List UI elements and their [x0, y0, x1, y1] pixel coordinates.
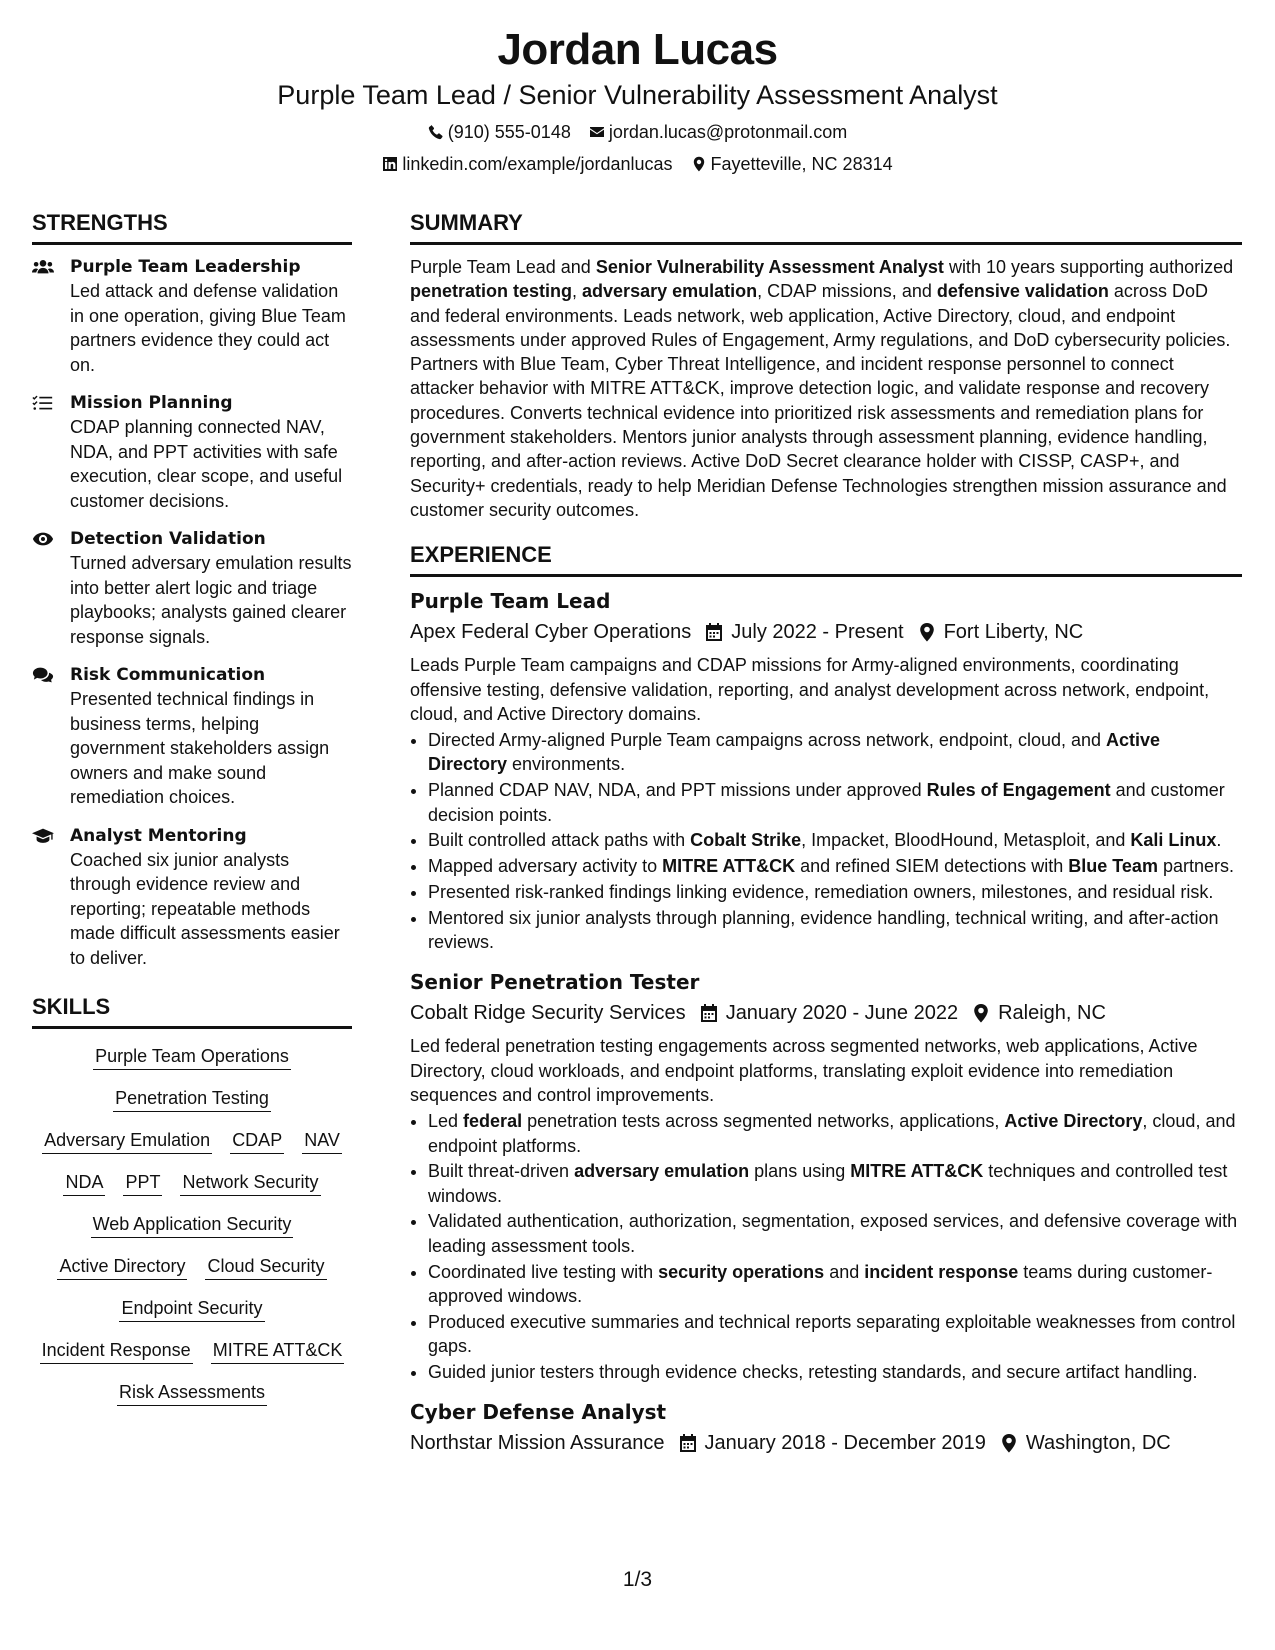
text-run: partners.: [1157, 856, 1234, 877]
bullet-item: [428, 1260, 1242, 1309]
map-pin-icon: [972, 1003, 990, 1023]
skill-tag: Incident Response: [40, 1337, 193, 1364]
skill-tag: PPT: [123, 1169, 162, 1196]
strength-desc: Turned adversary emulation results into better alert logic and triage playbooks; analysts gained clearer response signals.: [70, 553, 352, 647]
emphasis-text: Active Directory: [1004, 1111, 1143, 1132]
bullet-item: [428, 1360, 1242, 1384]
contact-location: [691, 152, 893, 176]
calendar-icon: [700, 1003, 718, 1023]
company-name: Northstar Mission Assurance: [410, 1431, 665, 1454]
experience-heading: EXPERIENCE: [410, 540, 1242, 577]
text-run: Coordinated live testing with: [428, 1261, 659, 1282]
contact-row-1: [0, 120, 1275, 144]
job-title: Purple Team Lead: [410, 589, 611, 614]
text-run: and customer decision points.: [428, 780, 1225, 825]
eye-icon: [32, 530, 54, 548]
linkedin-text[interactable]: linkedin.com/example/jordanlucas: [402, 154, 673, 174]
map-pin-icon: [691, 156, 707, 172]
strengths-heading: STRENGTHS: [32, 208, 352, 245]
company-name: Cobalt Ridge Security Services: [410, 1002, 686, 1025]
emphasis-text: Cobalt Strike: [690, 830, 802, 851]
text-run: Built controlled attack paths with: [428, 830, 691, 851]
bullet-item: [428, 880, 1242, 904]
text-run: Produced executive summaries and technical reports separating exploitable weaknesses from control gaps.: [428, 1311, 1236, 1356]
job-description: Leads Purple Team campaigns and CDAP missions for Army-aligned environments, coordinating offensive testing, defensive validation, reporting, and analyst development across network, endpoint, cloud, and Active Directory domains.: [410, 655, 1210, 724]
contact-linkedin[interactable]: [382, 152, 672, 176]
text-run: Mapped adversary activity to: [428, 856, 663, 877]
job-location: [1000, 1428, 1171, 1458]
skill-tag: NDA: [63, 1169, 105, 1196]
candidate-title: Purple Team Lead / Senior Vulnerability Assessment Analyst: [277, 80, 998, 110]
right-column: [410, 208, 1242, 1472]
skill-row: [32, 1295, 352, 1322]
strength-item: [32, 663, 352, 810]
resume-header: [0, 22, 1275, 176]
checklist-icon: [32, 394, 54, 412]
strength-title: Analyst Mentoring: [70, 825, 247, 846]
calendar-icon: [679, 1433, 697, 1453]
skill-row: [32, 1169, 352, 1196]
text-run: Presented risk-ranked findings linking evidence, remediation owners, milestones, and residual risk.: [428, 881, 1214, 902]
skill-tag: Adversary Emulation: [42, 1127, 212, 1154]
text-run: Guided junior testers through evidence checks, retesting standards, and secure artifact handling.: [428, 1361, 1198, 1382]
job-entry: [410, 1398, 1242, 1458]
emphasis-text: MITRE ATT&CK: [662, 856, 796, 877]
job-bullets: [410, 1109, 1242, 1384]
emphasis-text: Active Directory: [428, 730, 1161, 775]
text-run: , cloud, and endpoint platforms.: [428, 1111, 1236, 1156]
location-text: Fort Liberty, NC: [943, 621, 1084, 644]
job-dates: [679, 1428, 986, 1458]
phone-text: (910) 555-0148: [447, 122, 571, 142]
bullet-item: [428, 828, 1242, 852]
phone-icon: [428, 124, 444, 140]
skill-row: [32, 1127, 352, 1154]
emphasis-text: adversary emulation: [582, 281, 758, 302]
skill-tag: Penetration Testing: [113, 1085, 271, 1112]
job-meta: [410, 617, 1242, 647]
location-text: Washington, DC: [1025, 1431, 1171, 1454]
envelope-icon: [589, 124, 605, 140]
skill-tag: NAV: [302, 1127, 342, 1154]
skill-tag: Endpoint Security: [119, 1295, 264, 1322]
job-dates: [705, 617, 903, 647]
strength-desc: Led attack and defense validation in one operation, giving Blue Team partners evidence they could act on.: [70, 281, 346, 375]
job-title: Senior Penetration Tester: [410, 970, 700, 995]
job-entry: [410, 968, 1242, 1384]
skill-tag: Risk Assessments: [117, 1379, 267, 1406]
emphasis-text: penetration testing: [410, 281, 573, 302]
candidate-name: Jordan Lucas: [497, 25, 778, 74]
skill-row: [32, 1085, 352, 1112]
map-pin-icon: [918, 622, 936, 642]
emphasis-text: federal: [463, 1111, 523, 1132]
job-dates: [700, 998, 958, 1028]
skill-row: [32, 1337, 352, 1364]
text-run: Validated authentication, authorization, segmentation, exposed services, and defensive coverage with leading assessment tools.: [428, 1211, 1238, 1256]
text-run: and: [824, 1261, 865, 1282]
strength-desc: CDAP planning connected NAV, NDA, and PPT activities with safe execution, clear scope, and useful customer decisions.: [70, 417, 343, 511]
experience-list: [410, 587, 1242, 1458]
strength-title: Purple Team Leadership: [70, 257, 301, 277]
text-run: penetration tests across segmented networks, applications,: [522, 1111, 1005, 1132]
dates-text: January 2018 - December 2019: [704, 1431, 986, 1454]
skill-tag: MITRE ATT&CK: [211, 1337, 345, 1364]
strength-title: Mission Planning: [70, 393, 233, 413]
map-pin-icon: [1000, 1433, 1018, 1453]
emphasis-text: Rules of Engagement: [926, 780, 1111, 801]
text-run: with 10 years supporting authorized: [943, 257, 1234, 277]
strength-item: [32, 824, 352, 971]
dates-text: January 2020 - June 2022: [725, 1002, 959, 1025]
emphasis-text: defensive validation: [936, 281, 1109, 302]
contact-email[interactable]: [589, 120, 847, 144]
strength-desc: Presented technical findings in business terms, helping government stakeholders assign owners and make sound remediation choices.: [70, 689, 330, 807]
text-run: environments.: [507, 754, 626, 775]
contact-row-2: [0, 152, 1275, 176]
emphasis-text: Blue Team: [1068, 856, 1158, 877]
bullet-item: [428, 1209, 1242, 1258]
job-location: [918, 617, 1084, 647]
skills-section: [32, 992, 352, 1406]
job-meta: [410, 998, 1242, 1028]
bullet-item: [428, 1109, 1242, 1158]
job-entry: [410, 587, 1242, 954]
calendar-icon: [705, 622, 723, 642]
text-run: .: [1216, 830, 1222, 851]
job-bullets: [410, 728, 1242, 954]
strength-item: [32, 391, 352, 513]
text-run: and refined SIEM detections with: [795, 856, 1069, 877]
skills-heading: SKILLS: [32, 992, 352, 1029]
job-location: [972, 998, 1106, 1028]
email-text[interactable]: jordan.lucas@protonmail.com: [608, 122, 848, 142]
job-title: Cyber Defense Analyst: [410, 1399, 667, 1424]
emphasis-text: Kali Linux: [1130, 830, 1217, 851]
skill-tag: CDAP: [230, 1127, 284, 1154]
skill-row: [32, 1211, 352, 1238]
left-column: [32, 208, 352, 1421]
skill-row: [32, 1379, 352, 1406]
skill-tag: Active Directory: [57, 1253, 187, 1280]
text-run: Mentored six junior analysts through planning, evidence handling, technical writing, and after-action reviews.: [428, 907, 1219, 953]
strength-desc: Coached six junior analysts through evidence review and reporting; repeatable methods made difficult assessments easier to deliver.: [70, 849, 340, 968]
strength-item: [32, 255, 352, 377]
skill-row: [32, 1043, 352, 1070]
emphasis-text: security operations: [658, 1261, 825, 1282]
bullet-item: [428, 854, 1242, 878]
text-run: teams during customer-approved windows.: [428, 1261, 1213, 1306]
text-run: Built threat-driven: [428, 1161, 575, 1182]
location-text: Fayetteville, NC 28314: [710, 154, 893, 174]
skill-tag: Purple Team Operations: [93, 1043, 291, 1070]
strength-title: Risk Communication: [70, 665, 266, 685]
skills-list: [32, 1043, 352, 1406]
dates-text: July 2022 - Present: [731, 621, 904, 644]
bullet-item: [428, 778, 1242, 827]
text-run: Led: [428, 1111, 464, 1132]
text-run: Planned CDAP NAV, NDA, and PPT missions under approved: [428, 780, 927, 801]
comments-icon: [32, 666, 54, 684]
skill-tag: Web Application Security: [91, 1211, 294, 1238]
text-run: across DoD and federal environments. Leads network, web application, Active Directory, cloud, and endpoint assessments under approved Rules of Engagement, Army regulations, and DoD cybersecurity policies. Partners with Blue Team, Cyber Threat Intelligence, and incident response personnel to connect attacker behavior with MITRE ATT&CK, improve detection logic, and validate response and recovery procedures. Converts technical evidence into prioritized risk assessments and remediation plans for government stakeholders. Mentors junior analysts through assessment planning, evidence handling, reporting, and after-action reviews. Active DoD Secret clearance holder with CISSP, CASP+, and Security+ credentials, ready to help Meridian Defense Technologies strengthen mission assurance and customer security outcomes.: [410, 281, 1231, 520]
summary-heading: SUMMARY: [410, 208, 1242, 245]
text-run: Purple Team Lead and: [410, 257, 596, 277]
emphasis-text: adversary emulation: [574, 1161, 750, 1182]
text-run: techniques and controlled test windows.: [428, 1161, 1228, 1206]
bullet-item: [428, 1159, 1242, 1208]
emphasis-text: MITRE ATT&CK: [850, 1161, 984, 1182]
text-run: , Impacket, BloodHound, Metasploit, and: [801, 830, 1131, 851]
emphasis-text: Senior Vulnerability Assessment Analyst: [595, 257, 944, 277]
company-name: Apex Federal Cyber Operations: [410, 621, 692, 644]
page-number: 1/3: [622, 1568, 653, 1591]
linkedin-icon: [382, 156, 398, 172]
bullet-item: [428, 906, 1242, 955]
graduation-cap-icon: [32, 827, 54, 845]
text-run: Directed Army-aligned Purple Team campaigns across network, endpoint, cloud, and: [428, 730, 1107, 751]
job-meta: [410, 1428, 1242, 1458]
skill-row: [32, 1253, 352, 1280]
strength-item: [32, 527, 352, 649]
text-run: , CDAP missions, and: [757, 281, 937, 302]
strength-title: Detection Validation: [70, 529, 266, 549]
text-run: ,: [572, 281, 583, 302]
bullet-item: [428, 1310, 1242, 1359]
text-run: plans using: [749, 1161, 851, 1182]
summary-text: [410, 255, 1242, 522]
contact-phone: [428, 120, 571, 144]
bullet-item: [428, 728, 1242, 777]
location-text: Raleigh, NC: [998, 1002, 1106, 1025]
job-description: Led federal penetration testing engagements across segmented networks, web applications, Active Directory, cloud workloads, and endpoint platforms, translating exploit evidence into remediation sequences and control improvements.: [410, 1036, 1198, 1105]
skill-tag: Network Security: [180, 1169, 320, 1196]
users-icon: [32, 258, 54, 276]
skill-tag: Cloud Security: [205, 1253, 326, 1280]
emphasis-text: incident response: [864, 1261, 1019, 1282]
